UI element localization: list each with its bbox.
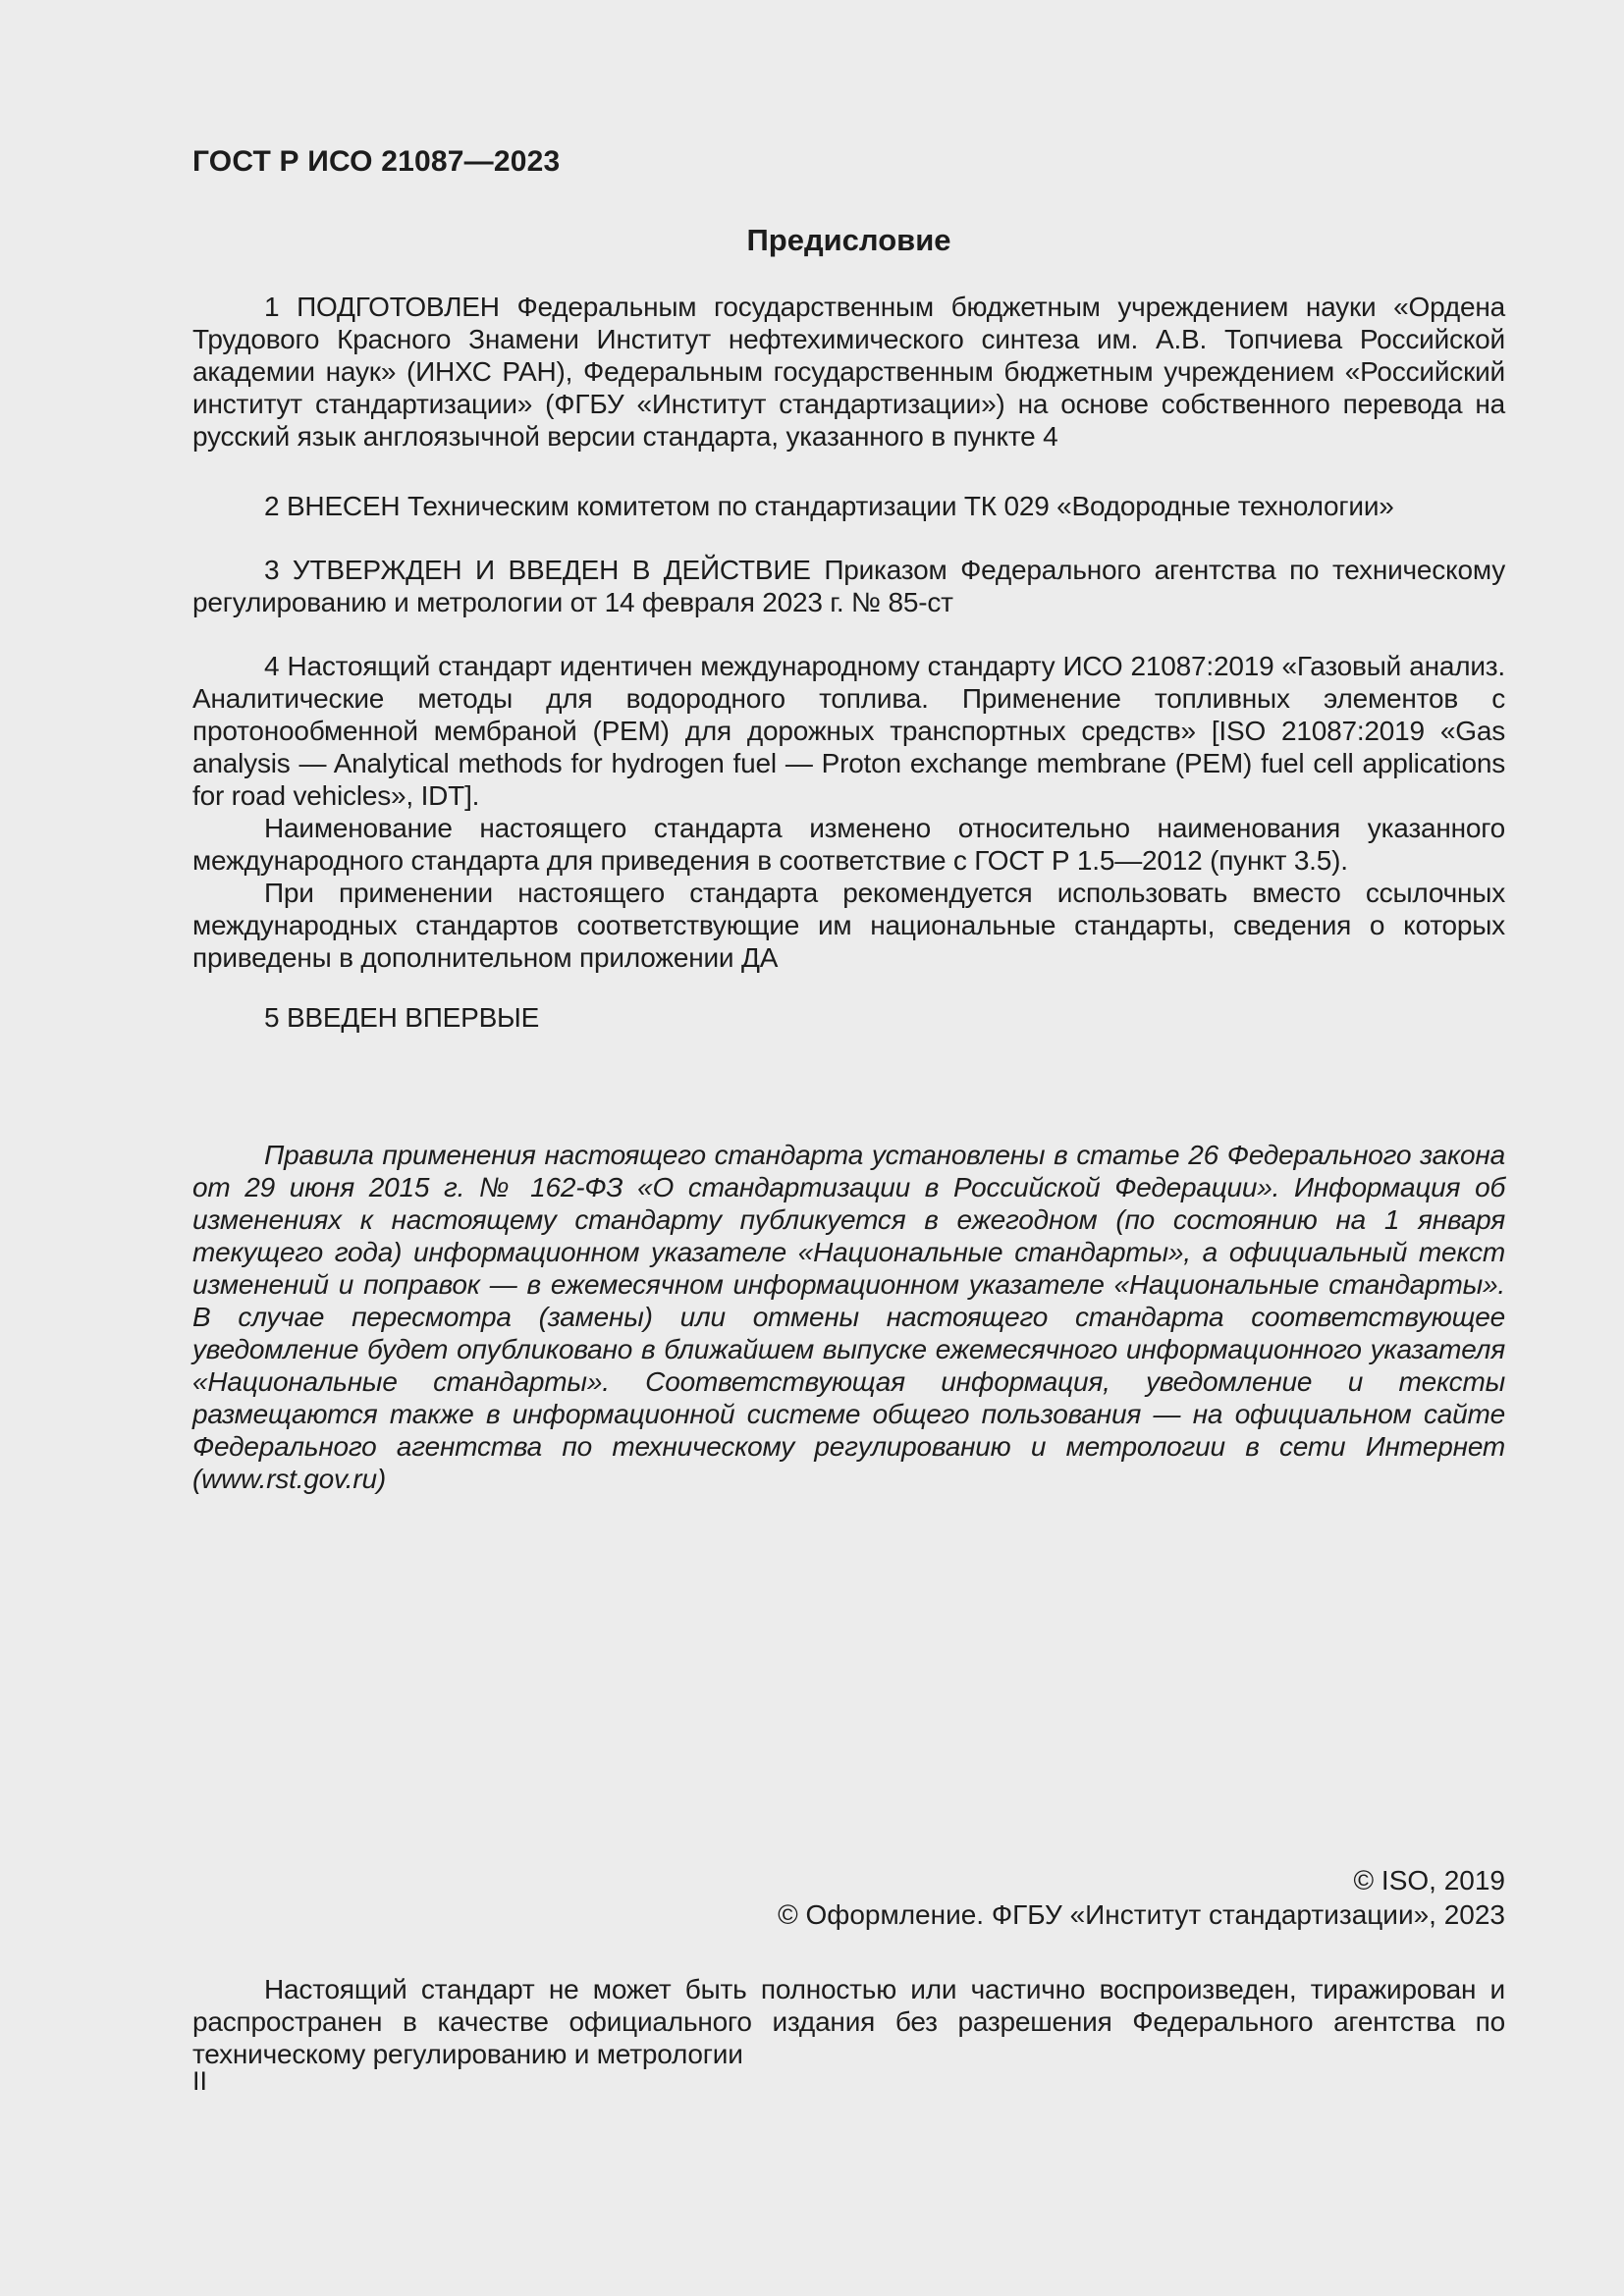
- foreword-item-5-first-introduced: 5 ВВЕДЕН ВПЕРВЫЕ: [264, 1002, 540, 1033]
- page-title: Предисловие: [746, 223, 951, 257]
- foreword-item-2-submitted: 2 ВНЕСЕН Техническим комитетом по стандартизации ТК 029 «Водородные технологии»: [264, 491, 1394, 521]
- page-content: [192, 0, 1505, 1495]
- copyright-block: [778, 1863, 1505, 1932]
- doc-number-header: ГОСТ Р ИСО 21087—2023: [192, 145, 561, 178]
- foreword-item-3-approved: 3 УТВЕРЖДЕН И ВВЕДЕН В ДЕЙСТВИЕ Приказом Федерального агентства по техническому регулированию и метрологии от 14 февраля 2023 г. № 85-ст: [192, 555, 1505, 617]
- copyright-design-line: © Оформление. ФГБУ «Институт стандартизации», 2023: [778, 1899, 1505, 1930]
- foreword-item-1-prepared: 1 ПОДГОТОВЛЕН Федеральным государственным бюджетным учреждением науки «Ордена Трудового Красного Знамени Институт нефтехимического синтеза им. А.В. Топчиева Российской академии наук» (ИНХС РАН), Федеральным государственным бюджетным учреждением «Российский институт стандартизации» (ФГБУ «Институт стандартизации») на основе собственного перевода на русский язык англоязычной версии стандарта, указанного в пункте 4: [192, 292, 1505, 452]
- foreword-item-4-identical: 4 Настоящий стандарт идентичен международному стандарту ИСО 21087:2019 «Газовый анализ. Аналитические методы для водородного топлива. Применение топливных элементов с протонообменной мембраной (PEM) для дорожных транспортных средств» [ISO 21087:2019 «Gas analysis — Analytical methods for hydrogen fuel — Proton exchange membrane (PEM) fuel cell applications for road vehicles», IDT].: [192, 651, 1505, 811]
- foreword-item-4-national-standards-note: При применении настоящего стандарта рекомендуется использовать вместо ссылочных международных стандартов соответствующие им национальные стандарты, сведения о которых приведены в дополнительном приложении ДА: [192, 878, 1505, 973]
- page-number: II: [192, 2066, 208, 2096]
- distribution-restriction-notice: Настоящий стандарт не может быть полностью или частично воспроизведен, тиражирован и распространен в качестве официального издания без разрешения Федерального агентства по техническому регулированию и метрологии: [192, 1974, 1505, 2069]
- copyright-iso-line: © ISO, 2019: [1353, 1865, 1505, 1896]
- application-rules-notice: Правила применения настоящего стандарта установлены в статье 26 Федерального закона от 29 июня 2015 г. № 162-ФЗ «О стандартизации в Российской Федерации». Информация об изменениях к настоящему стандарту публикуется в ежегодном (по состоянию на 1 января текущего года) информационном указателе «Национальные стандарты», а официальный текст изменений и поправок — в ежемесячном информационном указателе «Национальные стандарты». В случае пересмотра (замены) или отмены настоящего стандарта соответствующее уведомление будет опубликовано в ближайшем выпуске ежемесячного информационного указателя «Национальные стандарты». Соответствующая информация, уведомление и тексты размещаются также в информационной системе общего пользования — на официальном сайте Федерального агентства по техническому регулированию и метрологии в сети Интернет (www.rst.gov.ru): [192, 1140, 1505, 1494]
- foreword-item-4-name-change-note: Наименование настоящего стандарта изменено относительно наименования указанного международного стандарта для приведения в соответствие с ГОСТ Р 1.5—2012 (пункт 3.5).: [192, 813, 1505, 876]
